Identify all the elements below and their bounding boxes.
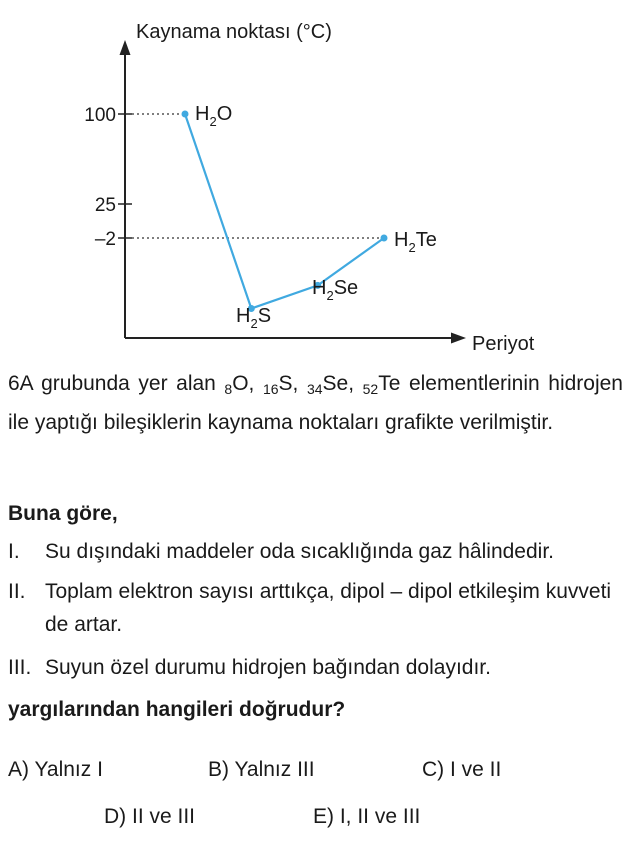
label-h2s: $H_2S$: [236, 305, 272, 331]
x-axis-label: Periyot: [472, 333, 535, 355]
option-c[interactable]: C) I ve II: [422, 758, 502, 781]
statement-text: Su dışındaki maddeler oda sıcaklığında gaz hâlindedir.: [45, 540, 554, 563]
question-lead: Buna göre,: [8, 502, 118, 525]
label-h2o: $H_2O$: [195, 103, 233, 129]
y-axis-label: Kaynama noktası (°C): [136, 21, 332, 43]
label-h2te: $H_2Te$: [394, 229, 437, 255]
boiling-point-chart: [0, 0, 636, 360]
label-h2se: $H_2Se$: [312, 277, 359, 303]
question-intro: 6A grubunda yer alan $_8$O, $_{16}$S, $_{34}$Se, $_{52}$Te elementlerinin hidrojen ile yaptığı bileşiklerin kaynama noktaları grafikte verilmiştir.: [8, 372, 623, 434]
y-tick-label-25: 25: [94, 195, 116, 216]
y-axis-arrow: [120, 40, 131, 55]
statement-number: III.: [8, 656, 32, 679]
option-d[interactable]: D) II ve III: [104, 805, 196, 828]
y-tick-label-100: 100: [84, 105, 116, 126]
statement-text: Suyun özel durumu hidrojen bağından dolayıdır.: [45, 656, 491, 679]
option-a[interactable]: A) Yalnız I: [8, 758, 103, 781]
x-axis-arrow: [451, 333, 466, 344]
option-e[interactable]: E) I, II ve III: [313, 805, 421, 828]
option-b[interactable]: B) Yalnız III: [208, 758, 315, 781]
y-tick-label-minus2: –2: [94, 229, 116, 250]
data-point-h2o: [182, 111, 189, 118]
question-ask: yargılarından hangileri doğrudur?: [8, 698, 346, 721]
statement-text: Toplam elektron sayısı arttıkça, dipol – dipol etkileşim kuvveti de artar.: [45, 580, 612, 636]
data-point-h2te: [381, 235, 388, 242]
statement-number: II.: [8, 580, 26, 603]
statement-number: I.: [8, 540, 20, 563]
